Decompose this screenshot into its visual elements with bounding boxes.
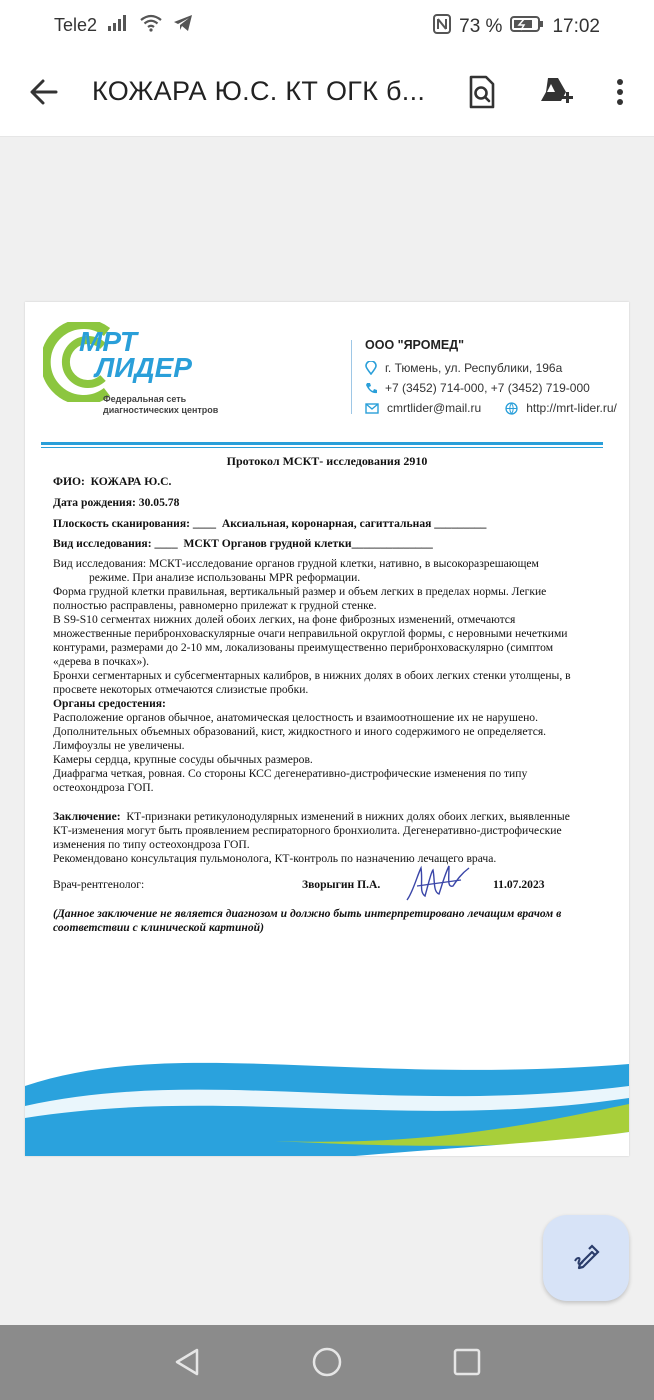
header-divider [351,340,352,414]
logo-text-mrt: МРТ [79,326,138,357]
findings-text: множественные перибронховаскулярные очаги неправильной округлой формы, с неровными нечеткими [53,627,568,640]
nav-recents-button[interactable] [450,1345,484,1379]
company-phone: +7 (3452) 714-000, +7 (3452) 719-000 [385,381,590,395]
nav-back-button[interactable] [170,1345,204,1379]
back-button[interactable] [24,72,64,112]
logo-subtitle-1: Федеральная сеть [103,394,187,404]
wifi-icon [139,14,163,37]
phone-icon [365,381,377,395]
triangle-back-icon [174,1347,200,1377]
drive-add-icon [538,76,574,108]
dob-label: Дата рождения: [53,496,136,509]
findings-text: Бронхи сегментарных и субсегментарных калибров, в нижних долях в обоих легких стенки утолщены, в [53,669,571,682]
logo-subtitle-2: диагностических центров [103,405,219,415]
protocol-title: Протокол МСКТ- исследования 2910 [226,454,428,468]
scan-plane-line [53,517,609,531]
findings-text: режиме. При анализе использованы MPR реформации. [89,571,361,584]
findings-text: «дерева в почках»). [53,655,150,668]
battery-percent: 73 % [459,16,503,37]
findings-text: контурами, размерами до 2-10 мм, локализованы преимущественно перибронховаскулярно (симптом [53,641,554,654]
findings-text: В S9-S10 сегментах нижних долей обоих легких, на фоне фиброзных изменений, отмечаются [53,613,516,626]
recommendation-text: Рекомендовано консультация пульмонолога, КТ-контроль по назначению лечащего врача. [53,852,497,865]
search-in-document-button[interactable] [462,72,502,112]
signal-icon [107,14,129,37]
company-address: г. Тюмень, ул. Республики, 196а [385,361,563,375]
signature-image [403,862,473,906]
conclusion-text: КТ-признаки ретикулонодулярных изменений в нижних долях обоих легких, выявленные [126,810,570,823]
nav-home-button[interactable] [310,1345,344,1379]
document-title: КОЖАРА Ю.С. КТ ОГК б... [92,76,426,106]
footer-wave-decoration [25,1046,629,1156]
company-name: ООО "ЯРОМЕД" [365,338,465,352]
doctor-name: Зворыгин П.А. [302,878,381,891]
header-rule-thin [41,447,603,448]
fio-label: ФИО: [53,475,85,488]
clock: 17:02 [552,16,600,37]
study-type-line [53,537,609,551]
findings-text: Вид исследования: МСКТ-исследование органов грудной клетки, нативно, в высокоразрешающем [53,557,539,570]
company-website: http://mrt-lider.ru/ [526,401,617,415]
dob-value: 30.05.78 [138,496,180,509]
report-date: 11.07.2023 [493,878,545,891]
findings-text: Форма грудной клетки правильная, вертикальный размер и объем легких в пределах нормы. Легкие [53,585,547,598]
document-page [25,302,629,1156]
company-email: cmrtlider@mail.ru [387,401,482,415]
conclusion-label: Заключение: [53,810,121,823]
header-rule [41,442,603,445]
mediastinum-text: остеохондроза ГОП. [53,781,154,794]
status-bar [0,0,654,50]
conclusion-text: изменения по типу остеохондроза ГОП. [53,838,250,851]
pen-icon [571,1243,601,1273]
mediastinum-heading: Органы средостения: [53,697,166,710]
disclaimer-text: (Данное заключение не является диагнозом и должно быть интерпретировано лечащим врачом в [53,907,562,920]
disclaimer-text: соответствии с клинической картиной) [53,921,264,934]
mediastinum-text: Расположение органов обычное, анатомическая целостность и взаимоотношение их не нарушено. [53,711,538,724]
circle-home-icon [311,1346,343,1378]
mediastinum-text: Дополнительных объемных образований, кист, жидкостного и иного содержимого не определяется. [53,725,547,738]
globe-icon [505,402,518,415]
study-type-label: Вид исследования: ____ [53,537,178,550]
doctor-label: Врач-рентгенолог: [53,878,145,891]
more-options-button[interactable] [604,72,636,112]
patient-name: КОЖАРА Ю.С. [90,475,172,488]
conclusion-line [53,810,609,824]
mediastinum-text: Диафрагма четкая, ровная. Со стороны КСС дегенеративно-дистрофические изменения по типу [53,767,528,780]
telegram-icon [173,14,193,37]
study-type-value: МСКТ Органов грудной клетки______________ [183,537,433,550]
app-bar [0,50,654,137]
square-recents-icon [453,1348,481,1376]
document-search-icon [468,75,496,109]
patient-name-line [53,475,609,489]
mail-icon [365,403,379,414]
mediastinum-text: Камеры сердца, крупные сосуды обычных размеров. [53,753,313,766]
scan-plane-label: Плоскость сканирования: ____ [53,517,217,530]
findings-text: просвете некоторых отмечаются слизистые пробки. [53,683,309,696]
logo [43,322,243,422]
location-pin-icon [365,361,377,375]
logo-text-lider: ЛИДЕР [95,352,192,383]
carrier-label: Tele2 [54,15,98,35]
system-navigation-bar [0,1325,654,1400]
mediastinum-text: Лимфоузлы не увеличены. [53,739,185,752]
findings-text: полностью расправлены, равномерно прилежат к грудной стенке. [53,599,377,612]
nfc-icon [433,14,451,40]
more-vert-icon [616,78,624,106]
arrow-left-icon [30,79,58,105]
conclusion-text: КТ-изменения могут быть проявлением респираторного бронхиолита. Дегенеративно-дистрофические [53,824,562,837]
battery-charging-icon [510,15,544,39]
scan-plane-value: Аксиальная, коронарная, сагиттальная _________ [221,517,487,530]
company-info [365,338,617,418]
add-to-drive-button[interactable] [534,72,578,112]
dob-line [53,496,609,510]
edit-fab-button[interactable] [543,1215,629,1301]
